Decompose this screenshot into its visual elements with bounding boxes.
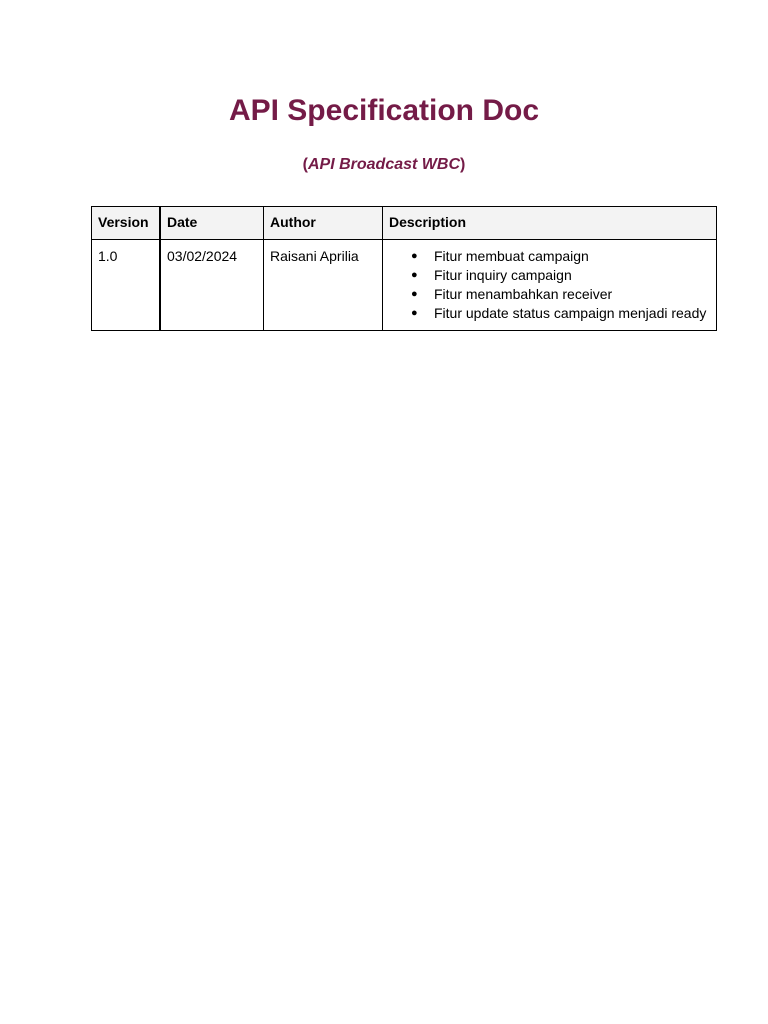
header-version: Version	[92, 207, 161, 240]
list-item	[389, 304, 710, 323]
list-item-text: Fitur update status campaign menjadi ready	[434, 305, 707, 321]
document-subtitle	[0, 155, 768, 175]
list-item-text: Fitur membuat campaign	[434, 248, 589, 264]
table-row	[92, 240, 717, 331]
bullet-icon: ●	[411, 250, 418, 262]
list-item	[389, 247, 710, 266]
table-header-row	[92, 207, 717, 240]
page-title: API Specification Doc	[228, 94, 540, 127]
cell-description	[383, 240, 717, 331]
subtitle-close-paren: )	[460, 156, 466, 173]
cell-version: 1.0	[92, 240, 161, 331]
list-item-text: Fitur menambahkan receiver	[434, 286, 613, 302]
list-item	[389, 266, 710, 285]
header-date: Date	[160, 207, 264, 240]
subtitle-open-paren: (	[302, 156, 308, 173]
header-author: Author	[264, 207, 383, 240]
list-item-text: Fitur inquiry campaign	[434, 267, 572, 283]
cell-author: Raisani Aprilia	[264, 240, 383, 331]
list-item	[389, 285, 710, 304]
subtitle-text: API Broadcast WBC	[307, 156, 461, 173]
revision-history-table	[91, 206, 717, 331]
description-list	[389, 247, 710, 323]
bullet-icon: ●	[411, 269, 418, 281]
bullet-icon: ●	[411, 307, 418, 319]
bullet-icon: ●	[411, 288, 418, 300]
header-description: Description	[383, 207, 717, 240]
cell-date: 03/02/2024	[160, 240, 264, 331]
